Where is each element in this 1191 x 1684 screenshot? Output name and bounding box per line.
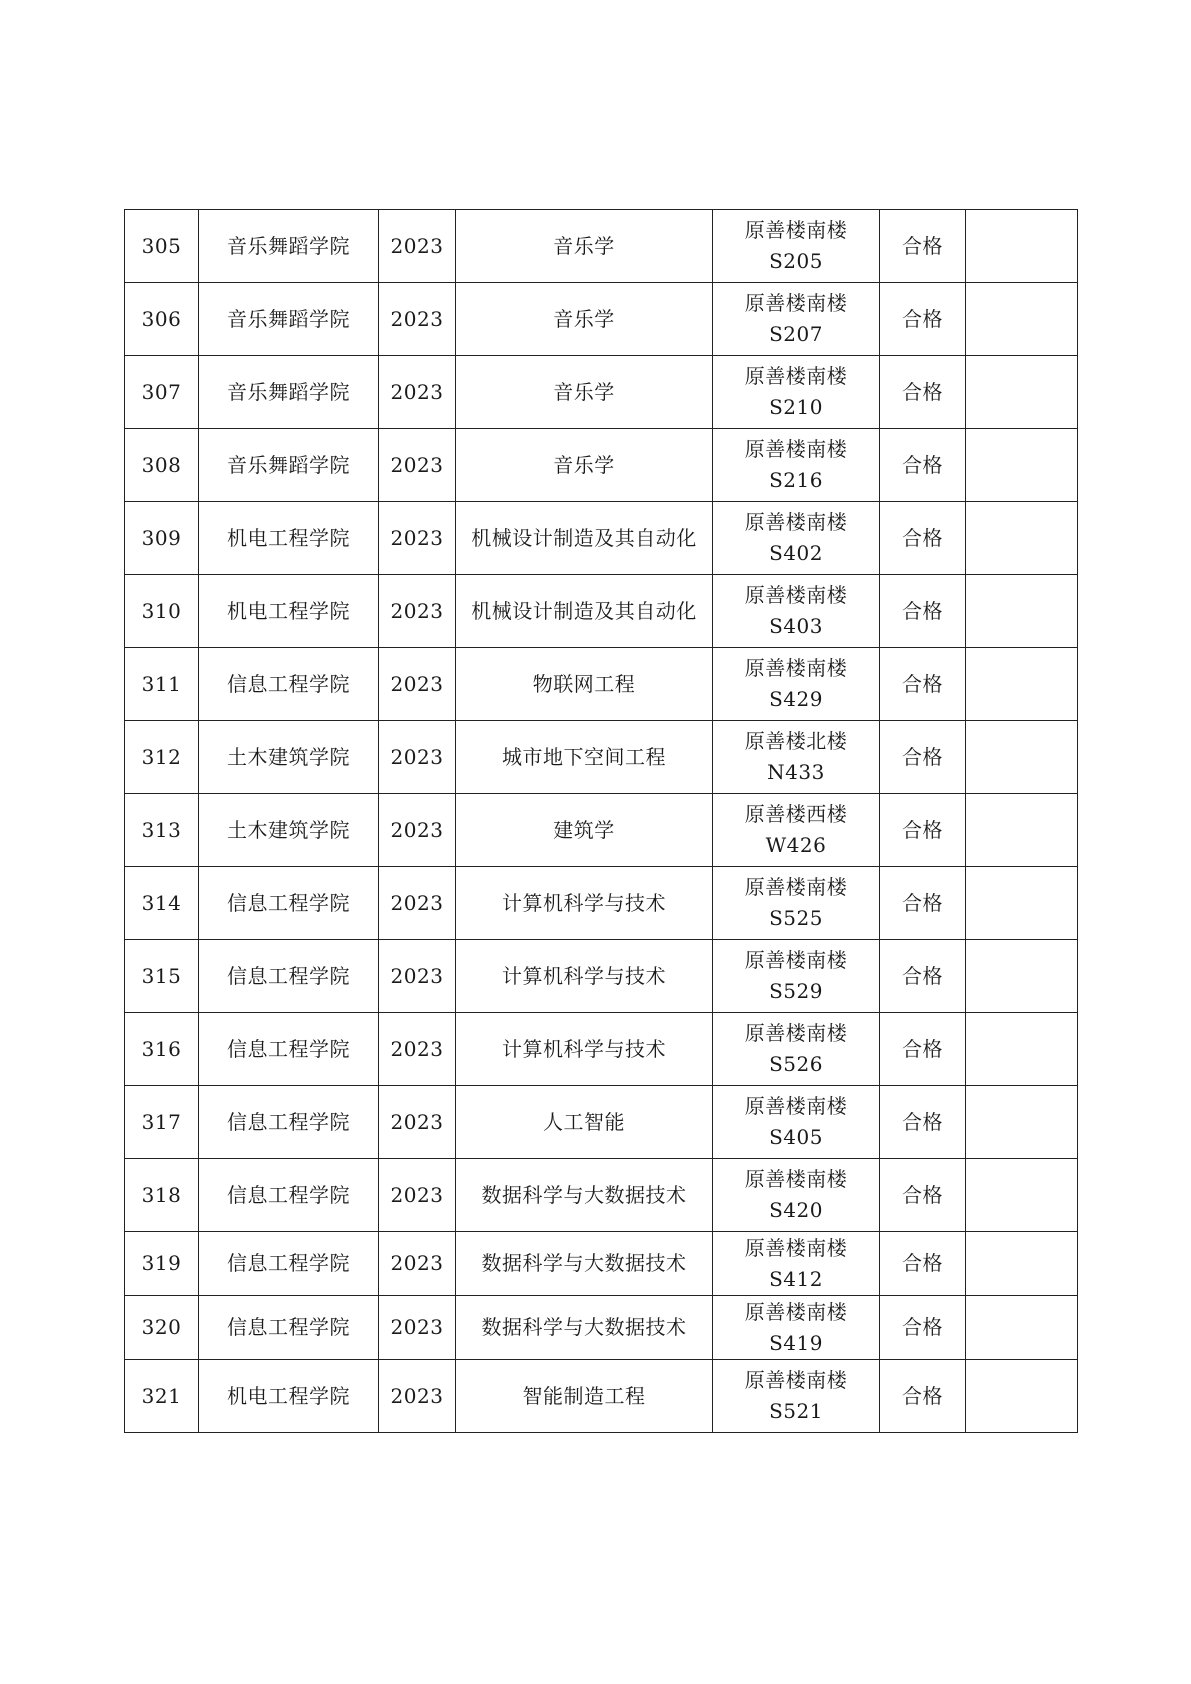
serial-number-cell: 315: [125, 940, 199, 1013]
serial-number-cell: 318: [125, 1159, 199, 1232]
year-cell: 2023: [379, 575, 456, 648]
location-cell: [713, 502, 880, 575]
major-cell: 数据科学与大数据技术: [456, 1296, 713, 1360]
location-cell: [713, 721, 880, 794]
table-row: [125, 940, 1078, 1013]
building-name: 原善楼西楼: [744, 802, 848, 826]
result-cell: 合格: [880, 283, 966, 356]
room-number: S521: [769, 1399, 823, 1423]
result-cell: 合格: [880, 1360, 966, 1433]
remark-cell: [966, 210, 1078, 283]
college-cell: 土木建筑学院: [199, 721, 379, 794]
location-cell: [713, 356, 880, 429]
remark-cell: [966, 794, 1078, 867]
room-number: W426: [765, 833, 827, 857]
location-cell: [713, 283, 880, 356]
result-cell: 合格: [880, 429, 966, 502]
building-name: 原善楼南楼: [744, 510, 848, 534]
major-cell: 数据科学与大数据技术: [456, 1159, 713, 1232]
room-number: S429: [769, 687, 823, 711]
building-name: 原善楼北楼: [744, 729, 848, 753]
remark-cell: [966, 940, 1078, 1013]
location-cell: [713, 1159, 880, 1232]
college-cell: 信息工程学院: [199, 940, 379, 1013]
year-cell: 2023: [379, 867, 456, 940]
table-row: [125, 1296, 1078, 1360]
table-row: [125, 356, 1078, 429]
remark-cell: [966, 1086, 1078, 1159]
college-cell: 音乐舞蹈学院: [199, 429, 379, 502]
location-cell: [713, 1086, 880, 1159]
building-name: 原善楼南楼: [744, 437, 848, 461]
table-row: [125, 1013, 1078, 1086]
serial-number-cell: 313: [125, 794, 199, 867]
major-cell: 音乐学: [456, 429, 713, 502]
room-number: S529: [769, 979, 823, 1003]
result-cell: 合格: [880, 867, 966, 940]
remark-cell: [966, 1296, 1078, 1360]
major-cell: 数据科学与大数据技术: [456, 1232, 713, 1296]
college-cell: 土木建筑学院: [199, 794, 379, 867]
result-cell: 合格: [880, 575, 966, 648]
major-cell: 音乐学: [456, 283, 713, 356]
year-cell: 2023: [379, 794, 456, 867]
college-cell: 信息工程学院: [199, 1086, 379, 1159]
result-cell: 合格: [880, 721, 966, 794]
college-cell: 信息工程学院: [199, 648, 379, 721]
college-cell: 机电工程学院: [199, 502, 379, 575]
year-cell: 2023: [379, 721, 456, 794]
remark-cell: [966, 1159, 1078, 1232]
table-row: [125, 210, 1078, 283]
location-cell: [713, 1013, 880, 1086]
table-row: [125, 575, 1078, 648]
result-cell: 合格: [880, 648, 966, 721]
building-name: 原善楼南楼: [744, 364, 848, 388]
major-cell: 建筑学: [456, 794, 713, 867]
location-cell: [713, 1232, 880, 1296]
room-number: S403: [769, 614, 823, 638]
location-cell: [713, 210, 880, 283]
result-cell: 合格: [880, 502, 966, 575]
room-number: S419: [769, 1330, 823, 1355]
location-cell: [713, 648, 880, 721]
building-name: 原善楼南楼: [744, 1094, 848, 1118]
result-cell: 合格: [880, 794, 966, 867]
serial-number-cell: 305: [125, 210, 199, 283]
building-name: 原善楼南楼: [744, 1368, 848, 1392]
building-name: 原善楼南楼: [744, 656, 848, 680]
serial-number-cell: 310: [125, 575, 199, 648]
building-name: 原善楼南楼: [744, 583, 848, 607]
year-cell: 2023: [379, 940, 456, 1013]
remark-cell: [966, 1013, 1078, 1086]
serial-number-cell: 312: [125, 721, 199, 794]
major-cell: 物联网工程: [456, 648, 713, 721]
college-cell: 机电工程学院: [199, 1360, 379, 1433]
year-cell: 2023: [379, 1159, 456, 1232]
result-cell: 合格: [880, 1296, 966, 1360]
college-cell: 信息工程学院: [199, 1159, 379, 1232]
year-cell: 2023: [379, 429, 456, 502]
building-name: 原善楼南楼: [744, 291, 848, 315]
table-row: [125, 429, 1078, 502]
year-cell: 2023: [379, 283, 456, 356]
major-cell: 音乐学: [456, 356, 713, 429]
serial-number-cell: 319: [125, 1232, 199, 1296]
major-cell: 人工智能: [456, 1086, 713, 1159]
major-cell: 音乐学: [456, 210, 713, 283]
year-cell: 2023: [379, 1360, 456, 1433]
college-cell: 音乐舞蹈学院: [199, 210, 379, 283]
college-cell: 音乐舞蹈学院: [199, 356, 379, 429]
room-number: N433: [767, 760, 825, 784]
location-cell: [713, 1296, 880, 1360]
table-row: [125, 648, 1078, 721]
remark-cell: [966, 721, 1078, 794]
remark-cell: [966, 867, 1078, 940]
building-name: 原善楼南楼: [744, 948, 848, 972]
room-number: S216: [769, 468, 823, 492]
room-number: S210: [769, 395, 823, 419]
table-row: [125, 794, 1078, 867]
table-row: [125, 1159, 1078, 1232]
location-cell: [713, 940, 880, 1013]
room-number: S526: [769, 1052, 823, 1076]
serial-number-cell: 316: [125, 1013, 199, 1086]
location-cell: [713, 1360, 880, 1433]
room-number: S207: [769, 322, 823, 346]
room-number: S405: [769, 1125, 823, 1149]
location-cell: [713, 575, 880, 648]
year-cell: 2023: [379, 1086, 456, 1159]
college-cell: 机电工程学院: [199, 575, 379, 648]
table-row: [125, 1360, 1078, 1433]
result-cell: 合格: [880, 1159, 966, 1232]
serial-number-cell: 317: [125, 1086, 199, 1159]
serial-number-cell: 321: [125, 1360, 199, 1433]
result-cell: 合格: [880, 1086, 966, 1159]
year-cell: 2023: [379, 210, 456, 283]
serial-number-cell: 309: [125, 502, 199, 575]
room-number: S412: [769, 1266, 823, 1291]
location-cell: [713, 794, 880, 867]
result-cell: 合格: [880, 940, 966, 1013]
location-cell: [713, 867, 880, 940]
serial-number-cell: 308: [125, 429, 199, 502]
year-cell: 2023: [379, 1013, 456, 1086]
year-cell: 2023: [379, 1232, 456, 1296]
year-cell: 2023: [379, 502, 456, 575]
major-cell: 计算机科学与技术: [456, 867, 713, 940]
location-cell: [713, 429, 880, 502]
year-cell: 2023: [379, 356, 456, 429]
serial-number-cell: 320: [125, 1296, 199, 1360]
college-cell: 信息工程学院: [199, 1296, 379, 1360]
college-cell: 信息工程学院: [199, 1232, 379, 1296]
building-name: 原善楼南楼: [744, 218, 848, 242]
serial-number-cell: 306: [125, 283, 199, 356]
remark-cell: [966, 1360, 1078, 1433]
result-cell: 合格: [880, 210, 966, 283]
table-row: [125, 867, 1078, 940]
major-cell: 机械设计制造及其自动化: [456, 502, 713, 575]
room-number: S420: [769, 1198, 823, 1222]
result-cell: 合格: [880, 356, 966, 429]
year-cell: 2023: [379, 1296, 456, 1360]
major-cell: 城市地下空间工程: [456, 721, 713, 794]
building-name: 原善楼南楼: [744, 1235, 848, 1260]
building-name: 原善楼南楼: [744, 1167, 848, 1191]
records-table: [124, 209, 1078, 1433]
table-row: [125, 283, 1078, 356]
room-number: S205: [769, 249, 823, 273]
table-row: [125, 721, 1078, 794]
college-cell: 音乐舞蹈学院: [199, 283, 379, 356]
building-name: 原善楼南楼: [744, 1299, 848, 1324]
table-row: [125, 1232, 1078, 1296]
table-row: [125, 1086, 1078, 1159]
major-cell: 机械设计制造及其自动化: [456, 575, 713, 648]
major-cell: 计算机科学与技术: [456, 1013, 713, 1086]
major-cell: 智能制造工程: [456, 1360, 713, 1433]
remark-cell: [966, 1232, 1078, 1296]
remark-cell: [966, 356, 1078, 429]
table-row: [125, 502, 1078, 575]
room-number: S525: [769, 906, 823, 930]
room-number: S402: [769, 541, 823, 565]
remark-cell: [966, 283, 1078, 356]
remark-cell: [966, 429, 1078, 502]
college-cell: 信息工程学院: [199, 1013, 379, 1086]
result-cell: 合格: [880, 1013, 966, 1086]
remark-cell: [966, 575, 1078, 648]
major-cell: 计算机科学与技术: [456, 940, 713, 1013]
college-cell: 信息工程学院: [199, 867, 379, 940]
building-name: 原善楼南楼: [744, 1021, 848, 1045]
serial-number-cell: 311: [125, 648, 199, 721]
records-table-body: [125, 210, 1078, 1433]
serial-number-cell: 314: [125, 867, 199, 940]
building-name: 原善楼南楼: [744, 875, 848, 899]
remark-cell: [966, 648, 1078, 721]
serial-number-cell: 307: [125, 356, 199, 429]
result-cell: 合格: [880, 1232, 966, 1296]
remark-cell: [966, 502, 1078, 575]
year-cell: 2023: [379, 648, 456, 721]
